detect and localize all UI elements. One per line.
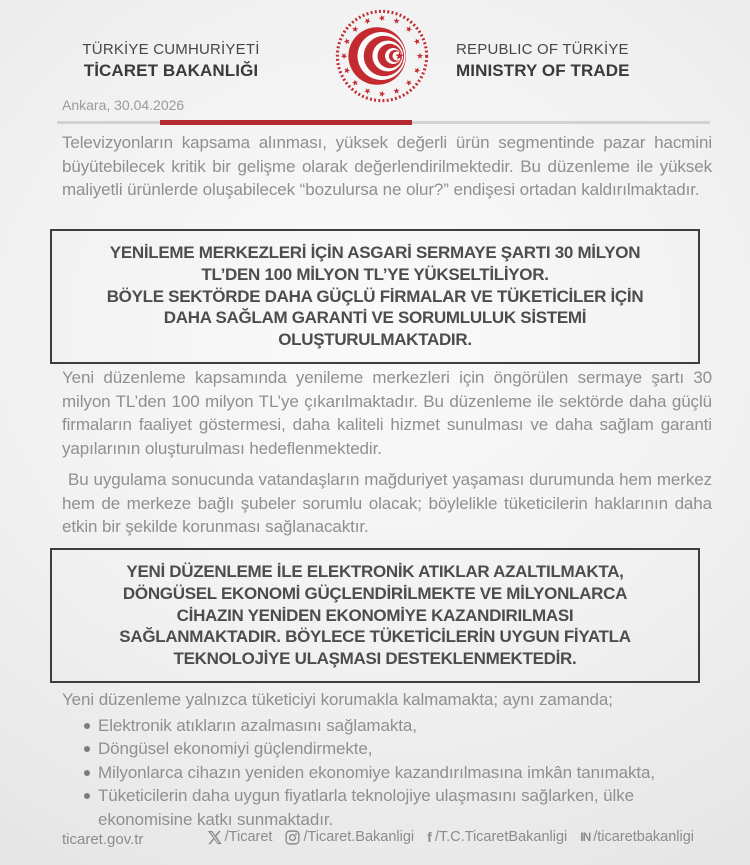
header-divider-red-segment [160,120,412,125]
box1-line: DAHA SAĞLAM GARANTİ VE SORUMLULUK SİSTEMİ [163,308,587,328]
header-divider [57,121,710,124]
box1-line: TL’DEN 100 MİLYON TL’YE YÜKSELTİLİYOR. [201,264,549,284]
list-item: Döngüsel ekonomiyi güçlendirmekte, [62,737,712,761]
republic-line-en: REPUBLIC OF TÜRKİYE [456,41,629,58]
social-item-x [207,829,273,845]
box2-line: TEKNOLOJİYE ULAŞMASI DESTEKLENMEKTEDİR. [173,649,577,669]
list-item: Tüketicilerin daha uygun fiyatlarla teknolojiye ulaşmasını sağlarken, ülke ekonomisine katkı sunmaktadır. [62,784,712,831]
paragraph-consumer-protection: Bu uygulama sonucunda vatandaşların mağduriyet yaşaması durumunda hem merkez hem de merkeze bağlı şubeler sorumlu olacak; böylelikle tüketicilerin haklarının daha etkin bir şekilde korunması sağlanacaktır. [62,470,712,536]
ministry-line-tr: TİCARET BAKANLIĞI [83,61,259,80]
social-item-instagram [285,829,414,845]
linkedin-handle: /ticaretbakanligi [593,829,694,845]
facebook-icon: f [427,829,432,845]
box2-line: SAĞLANMAKTADIR. BÖYLECE TÜKETİCİLERİN UYGUN FİYATLA [119,627,631,647]
social-media-row [207,829,694,845]
instagram-handle: /Ticaret.Bakanligi [303,829,415,845]
paragraph-tv-coverage: Televizyonların kapsama alınması, yüksek değerli ürün segmentinde pazar hacmini büyütebilecek kritik bir gelişme olarak değerlendirilmektedir. Bu düzenleme ile yüksek maliyetli ürünlerde oluşabilecek “bozulursa ne olur?” endişesi ortadan kaldırılmaktadır. [62,133,712,199]
social-item-linkedin [580,829,694,845]
x-twitter-icon [207,830,222,845]
highlight-box-e-waste [50,548,700,683]
benefits-list [62,714,712,832]
social-item-facebook [427,829,567,845]
box2-line: YENİ DÜZENLEME İLE ELEKTRONİK ATIKLAR AZALTILMAKTA, [126,562,624,581]
paragraph-capital-increase: Yeni düzenleme kapsamında yenileme merkezleri için öngörülen sermaye şartı 30 milyon TL’den 100 milyon TL’ye çıkarılmaktadır. Bu düzenleme ile sektörde daha güçlü firmaların faaliyet göstermesi, daha kaliteli hizmet sunulması ve daha sağlam garanti yapılarının oluşturulması hedeflenmektedir. [62,368,712,458]
dateline: Ankara, 30.04.2026 [62,97,185,113]
website-url: ticaret.gov.tr [62,831,144,848]
benefits-list-section [62,688,712,831]
benefits-list-intro: Yeni düzenleme yalnızca tüketiciyi korumakla kalmamakta; aynı zamanda; [62,690,613,709]
republic-line-tr: TÜRKİYE CUMHURİYETİ [82,41,260,58]
ministry-name-turkish [40,40,302,82]
linkedin-icon: IN [580,830,591,844]
box2-line: CİHAZIN YENİDEN EKONOMİYE KAZANDIRILMASI [176,605,574,625]
ministry-of-trade-emblem-icon [334,8,430,104]
box1-line: BÖYLE SEKTÖRDE DAHA GÜÇLÜ FİRMALAR VE TÜKETİCİLER İÇİN [106,286,644,306]
highlight-box-capital-requirement [50,229,700,364]
facebook-handle: /T.C.TicaretBakanligi [434,829,568,845]
list-item: Elektronik atıkların azalmasını sağlamakta, [62,714,712,738]
ministry-line-en: MINISTRY OF TRADE [456,61,630,80]
ministry-name-english [456,40,716,82]
box2-line: DÖNGÜSEL EKONOMİ GÜÇLENDİRİLMEKTE VE MİLYONLARCA [122,583,628,603]
box1-line: YENİLEME MERKEZLERİ İÇİN ASGARİ SERMAYE ŞARTI 30 MİLYON [109,243,641,262]
list-item: Milyonlarca cihazın yeniden ekonomiye kazandırılmasına imkân tanımakta, [62,761,712,785]
x-handle: /Ticaret [224,829,273,845]
instagram-icon [285,830,300,845]
box1-line: OLUŞTURULMAKTADIR. [278,330,472,350]
